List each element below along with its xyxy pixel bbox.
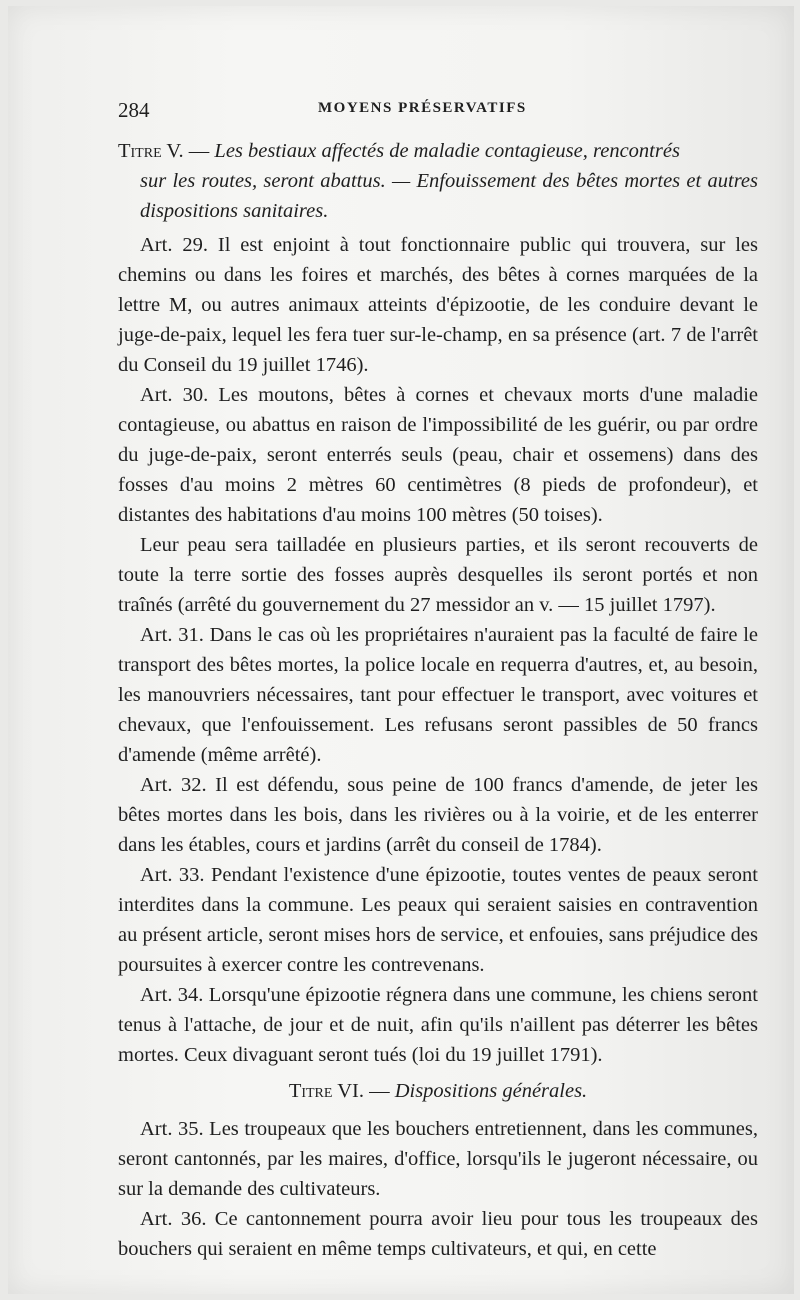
article-29: Art. 29. Il est enjoint à tout fonctionnaire public qui trouvera, sur les chemins ou dans les foires et marchés, des bêtes à cornes marquées de la lettre M, ou autres animaux atteints d'épizootie, de les conduire devant le juge-de-paix, lequel les fera tuer sur-le-champ, en sa présence (art. 7 de l'arrêt du Conseil du 19 juillet 1746). — [118, 234, 758, 376]
book-page — [8, 6, 794, 1294]
article-32: Art. 32. Il est défendu, sous peine de 100 francs d'amende, de jeter les bêtes mortes dans les bois, dans les rivières ou à la voirie, et de les enterrer dans les étables, cours et jardins (arrêt du conseil de 1784). — [118, 774, 758, 856]
article-30-continued: Leur peau sera tailladée en plusieurs parties, et ils seront recouverts de toute la terre sortie des fosses auprès desquelles ils seront portés et non traînés (arrêté du gouvernement du 27 messidor an v. — 15 juillet 1797). — [118, 534, 758, 616]
page-body — [118, 136, 758, 1264]
titre-6-label: Titre VI. — — [288, 1080, 390, 1102]
titre-5-text-rest: sur les routes, seront abattus. — Enfouissement des bêtes mortes et autres dispositions sanitaires. — [140, 170, 758, 222]
running-title: MOYENS PRÉSERVATIFS — [318, 100, 527, 116]
article-34: Art. 34. Lorsqu'une épizootie régnera dans une commune, les chiens seront tenus à l'attache, de jour et de nuit, afin qu'ils n'aillent pas déterrer les bêtes mortes. Ceux divaguant seront tués (loi du 19 juillet 1791). — [118, 984, 758, 1066]
article-35: Art. 35. Les troupeaux que les bouchers entretiennent, dans les communes, seront cantonnés, par les maires, d'office, lorsqu'ils le jugeront nécessaire, ou sur la demande des cultivateurs. — [118, 1118, 758, 1200]
titre-5-label: Titre V. — — [118, 140, 210, 162]
section-heading-titre-5 — [118, 136, 758, 226]
article-31: Art. 31. Dans le cas où les propriétaires n'auraient pas la faculté de faire le transport des bêtes mortes, la police locale en requerra d'autres, et, au besoin, les manouvriers nécessaires, tant pour effectuer le transport, avec voitures et chevaux, que l'enfouissement. Les refusans seront passibles de 50 francs d'amende (même arrêté). — [118, 624, 758, 766]
titre-5-text-line1: Les bestiaux affectés de maladie contagieuse, rencontrés — [214, 140, 680, 162]
article-30: Art. 30. Les moutons, bêtes à cornes et chevaux morts d'une maladie contagieuse, ou abattus en raison de l'impossibilité de les guérir, ou par ordre du juge-de-paix, seront enterrés seuls (peau, chair et ossemens) dans des fosses d'au moins 2 mètres 60 centimètres (8 pieds de profondeur), et distantes des habitations d'au moins 100 mètres (50 toises). — [118, 384, 758, 526]
article-36: Art. 36. Ce cantonnement pourra avoir lieu pour tous les troupeaux des bouchers qui seraient en même temps cultivateurs, et qui, en cette — [118, 1208, 758, 1260]
article-33: Art. 33. Pendant l'existence d'une épizootie, toutes ventes de peaux seront interdites dans la commune. Les peaux qui seraient saisies en contravention au présent article, seront mises hors de service, et enfouies, sans préjudice des poursuites à exercer contre les contrevenans. — [118, 864, 758, 976]
page-number: 284 — [118, 98, 150, 122]
section-heading-titre-6 — [118, 1076, 758, 1106]
titre-6-text: Dispositions générales. — [394, 1080, 588, 1102]
